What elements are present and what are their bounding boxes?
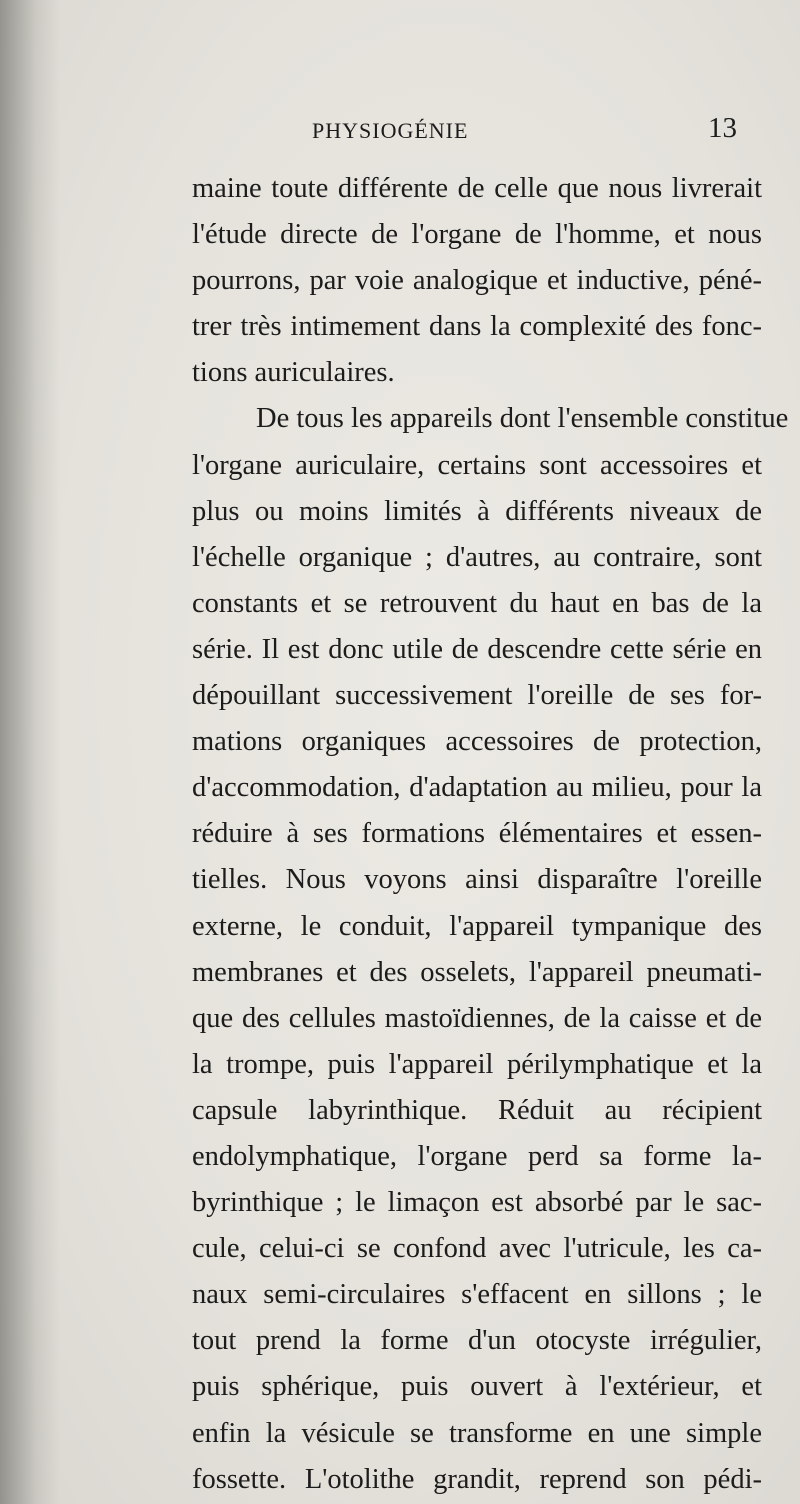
text-line: l'étude directe de l'organe de l'homme, et nous [192, 219, 762, 251]
text-line: mations organiques accessoires de protection, [192, 726, 762, 758]
text-line: réduire à ses formations élémentaires et essen- [192, 818, 762, 850]
text-line: maine toute différente de celle que nous livrerait [192, 173, 762, 204]
text-line: tions auriculaires. [192, 357, 395, 389]
text-line: cule, celui-ci se confond avec l'utricule, les ca- [192, 1233, 762, 1265]
text-line: série. Il est donc utile de descendre cette série en [192, 633, 762, 665]
text-line: enfin la vésicule se transforme en une simple [192, 1417, 762, 1449]
text-line: membranes et des osselets, l'appareil pneumati- [192, 956, 762, 988]
text-line: tout prend la forme d'un otocyste irrégulier, [192, 1325, 762, 1357]
text-line: endolymphatique, l'organe perd sa forme la- [192, 1140, 762, 1172]
binding-shadow [0, 0, 60, 1504]
text-line: externe, le conduit, l'appareil tympanique des [192, 910, 762, 942]
text-line: De tous les appareils dont l'ensemble constitue [256, 403, 789, 435]
text-line: puis sphérique, puis ouvert à l'extérieur, et [192, 1371, 762, 1403]
text-line: dépouillant successivement l'oreille de ses for- [192, 680, 762, 712]
text-line: constants et se retrouvent du haut en bas de la [192, 587, 762, 619]
text-line: capsule labyrinthique. Réduit au récipient [192, 1094, 762, 1126]
page-number: 13 [708, 112, 737, 144]
text-line: byrinthique ; le limaçon est absorbé par le sac- [192, 1187, 762, 1219]
text-line: l'organe auriculaire, certains sont accessoires et [192, 449, 762, 481]
running-title: PHYSIOGÉNIE [312, 118, 469, 143]
text-line: fossette. L'otolithe grandit, reprend son pédi- [192, 1463, 762, 1495]
text-line: tielles. Nous voyons ainsi disparaître l'oreille [192, 864, 762, 896]
text-line: naux semi-circulaires s'effacent en sillons ; le [192, 1279, 762, 1311]
text-line: l'échelle organique ; d'autres, au contraire, sont [192, 541, 762, 573]
text-line: pourrons, par voie analogique et inductive, péné- [192, 265, 762, 297]
text-line: d'accommodation, d'adaptation au milieu, pour la [192, 772, 762, 804]
text-line: la trompe, puis l'appareil périlymphatique et la [192, 1048, 762, 1080]
text-line: plus ou moins limités à différents niveaux de [192, 495, 762, 527]
running-head [0, 112, 800, 158]
body-text [192, 166, 789, 1503]
text-line: trer très intimement dans la complexité des fonc- [192, 311, 762, 343]
text-line: que des cellules mastoïdiennes, de la caisse et de [192, 1002, 762, 1034]
